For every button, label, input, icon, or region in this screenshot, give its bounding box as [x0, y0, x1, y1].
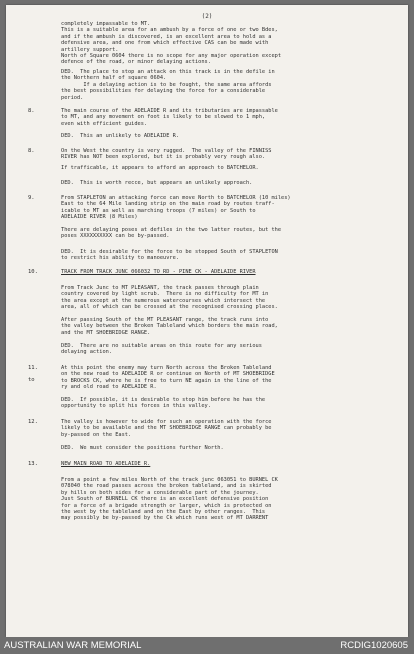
text-line: delaying action.: [61, 349, 113, 356]
text-line: After passing South of the MT PLEASANT range, the track runs into: [61, 317, 269, 323]
text-line: From STAPLETON an attacking force can move North to BATCHELOR (10 miles): [61, 195, 291, 201]
page-number: (2): [201, 13, 213, 20]
archive-footer: [0, 637, 414, 654]
text-line: defence of the road, or minor delaying actions.: [61, 59, 211, 66]
paragraph: [61, 397, 265, 410]
footer-institution: AUSTRALIAN WAR MEMORIAL: [4, 640, 142, 651]
paragraph-number: 11.: [28, 365, 38, 371]
paragraph-number: 8.: [28, 148, 35, 154]
text-line: The main course of the ADELAIDE R and its tributaries are impassable: [61, 108, 278, 114]
paragraph: [61, 148, 271, 161]
text-line: DED. There are no suitable areas on this route for any serious: [61, 343, 262, 349]
text-line: ADELAIDE RIVER (8 Miles): [61, 214, 138, 221]
document-page: [6, 5, 408, 637]
paragraph-number: 8.: [28, 108, 35, 114]
paragraph: [61, 269, 256, 275]
paragraph: [61, 195, 291, 221]
text-line: DED. This is worth recce, but appears an unlikely approach.: [61, 180, 253, 186]
text-line: If a delaying action is to be fought, the same area affords: [61, 81, 272, 88]
text-line: DED. This an unlikely to ADELAIDE R.: [61, 133, 179, 139]
paragraph: [61, 249, 278, 262]
text-line: may possibly be by-passed by the Ck which runs west of MT DARRENT: [61, 515, 269, 522]
paragraph: [61, 343, 262, 356]
text-line: From Track Junc to MT PLEASANT, the track passes through plain: [61, 285, 259, 291]
text-line: country covered by light scrub. There is no difficulty for MT in: [61, 291, 269, 298]
text-line: for a force of a brigade strength or larger, which is protected on: [61, 502, 272, 509]
text-line: and the MT SHOEBRIDGE RANGE.: [61, 329, 151, 336]
text-line: North of Square 0604 there is no scope for any major operation except: [61, 53, 282, 60]
paragraph: [61, 133, 179, 139]
text-line: area, all of which can be crossed at the recognised crossing places.: [61, 304, 278, 311]
paragraph-number: 9.: [28, 195, 35, 201]
text-line: the west by the tableland and on the East by other ranges. This: [61, 509, 266, 516]
text-line: DED. The place to stop an attack on this track is in the defile in: [61, 69, 275, 75]
paragraph: [61, 165, 259, 171]
text-line: At this point the enemy may turn North across the Broken Tableland: [61, 365, 272, 371]
footer-record-id: RCDIG1020605: [340, 640, 408, 651]
paragraph: [61, 419, 271, 438]
text-line: and if the ambush is discovered, is an excellent area to hold as a: [61, 33, 272, 40]
paragraph: [61, 69, 275, 101]
text-line: From a point a few miles North of the track junc 063051 to BURNEL CK: [61, 477, 278, 483]
paragraph-number: to: [28, 377, 35, 383]
text-line: to MT, and any movement on foot is likely to be slowed to 1 mph,: [61, 114, 266, 121]
text-line: defensive area, and one from which effective CAS can be made with: [61, 40, 269, 47]
paragraph: [61, 227, 281, 240]
text-line: 078040 the road passes across the broken tableland, and is skirted: [61, 483, 272, 490]
text-line: East to the 64 Mile landing strip on the main road by routes traff-: [61, 201, 275, 208]
text-line: on the new road to ADELAIDE R or continue on North of MT SHOEBRIDGE: [61, 371, 275, 378]
text-line: This is a suitable area for an ambush by a force of one or two Bdes,: [61, 27, 278, 34]
text-line: NEW MAIN ROAD TO ADELAIDE R.: [61, 461, 151, 467]
text-line: icable to MT as well as marching troops (7 miles) or South to: [61, 207, 256, 214]
text-line: DED. We must consider the positions further North.: [61, 445, 224, 451]
text-line: likely to be available and the MT SHOEBRIDGE RANGE can probably be: [61, 425, 272, 432]
text-line: On the West the country is very rugged. The valley of the FINNISS: [61, 148, 272, 154]
paragraph: [61, 461, 150, 467]
text-line: ry and old road to ADELAIDE R.: [61, 384, 157, 391]
text-line: poses XXXXXXXXXX can be by-passed.: [61, 233, 170, 240]
text-line: even with efficient guides.: [61, 120, 148, 127]
text-line: by-passed on the East.: [61, 431, 132, 438]
paragraph: [61, 365, 275, 391]
text-line: the best possibilities for delaying the force for a considerable: [61, 88, 266, 95]
paragraph: [61, 317, 278, 336]
text-line: to restrict his ability to manoeuvre.: [61, 255, 179, 262]
text-line: the area except at the numerous watercourses which intersect the: [61, 297, 266, 304]
paragraph: [61, 108, 278, 127]
text-line: DED. If possible, it is desirable to stop him before he has the: [61, 397, 266, 403]
paragraph: [61, 285, 278, 311]
paragraph: [61, 180, 252, 186]
text-line: The valley is however to wide for such an operation with the force: [61, 419, 272, 425]
text-line: DED. It is desirable for the force to be stopped South of STAPLETON: [61, 249, 278, 255]
text-line: period.: [61, 94, 84, 101]
paragraph-number: 12.: [28, 419, 38, 425]
text-line: by hills on both sides for a considerable part of the journey.: [61, 489, 259, 496]
paragraph: [61, 445, 224, 451]
text-line: to BROCKS CK, where he is free to turn NE again in the line of the: [61, 377, 272, 384]
text-line: Just South of BURNELL CK there is an excellent defensive position: [61, 496, 269, 503]
text-line: RIVER has NOT been explored, but it is probably very rough also.: [61, 154, 266, 161]
text-line: the Northern half of square 0604.: [61, 75, 167, 82]
paragraph-number: 13.: [28, 461, 38, 467]
text-line: the valley between the Broken Tableland which borders the main road,: [61, 323, 278, 330]
text-line: If trafficable, it appears to afford an approach to BATCHELOR.: [61, 165, 259, 171]
text-line: opportunity to split his forces in this valley.: [61, 403, 211, 410]
text-line: completely impassable to MT.: [61, 21, 151, 27]
text-line: TRACK FROM TRACK JUNC 066032 TO RD - PINE CK - ADELAIDE RIVER: [61, 269, 256, 275]
text-line: artillery support.: [61, 46, 119, 53]
paragraph: [61, 21, 281, 66]
paragraph-number: 10.: [28, 269, 38, 275]
text-line: There are delaying poses at defiles in the two latter routes, but the: [61, 227, 282, 233]
paragraph: [61, 477, 278, 522]
